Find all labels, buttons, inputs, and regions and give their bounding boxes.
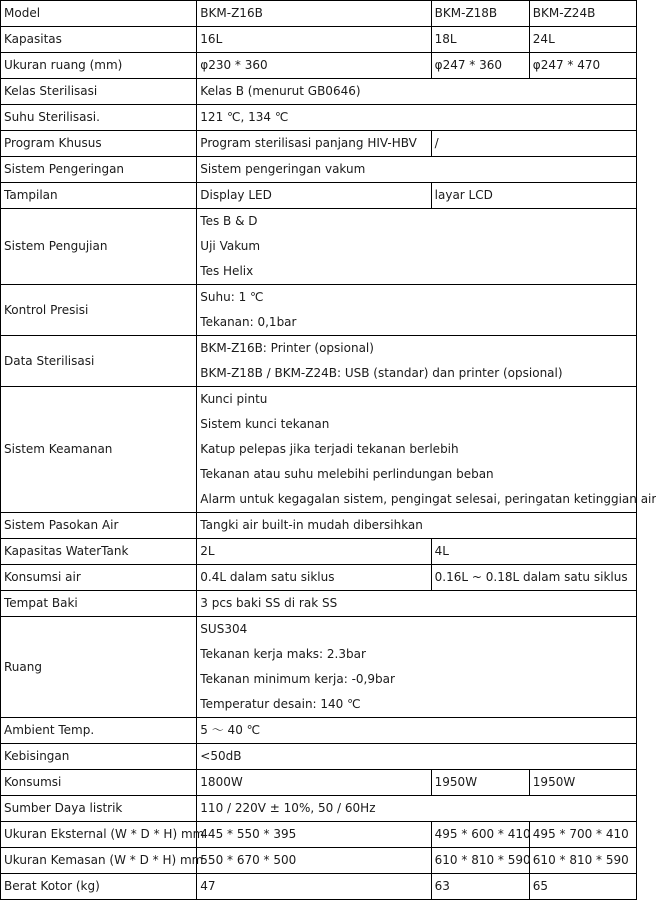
cell-line: Katup pelepas jika terjadi tekanan berlebih bbox=[200, 442, 459, 456]
table-row bbox=[1, 770, 637, 796]
row-label: Kapasitas WaterTank bbox=[1, 539, 197, 565]
row-label: Ambient Temp. bbox=[1, 718, 197, 744]
table-row bbox=[1, 848, 637, 874]
row-label: Ukuran Eksternal (W * D * H) mm bbox=[1, 822, 197, 848]
table-row bbox=[1, 565, 637, 591]
cell-model-2-3: layar LCD bbox=[431, 183, 636, 209]
cell-model-2: BKM-Z18B bbox=[431, 1, 529, 27]
cell-line: Tekanan atau suhu melebihi perlindungan beban bbox=[200, 467, 494, 481]
table-row bbox=[1, 27, 637, 53]
cell-model-3: 1950W bbox=[529, 770, 636, 796]
row-label: Berat Kotor (kg) bbox=[1, 874, 197, 900]
cell-value-full: 3 pcs baki SS di rak SS bbox=[197, 591, 637, 617]
row-label: Kelas Sterilisasi bbox=[1, 79, 197, 105]
cell-model-1: 2L bbox=[197, 539, 431, 565]
cell-model-1: φ230 * 360 bbox=[197, 53, 431, 79]
row-label: Kebisingan bbox=[1, 744, 197, 770]
cell-value-multiline bbox=[197, 617, 637, 718]
table-row bbox=[1, 105, 637, 131]
table-row bbox=[1, 131, 637, 157]
cell-line: Alarm untuk kegagalan sistem, pengingat selesai, peringatan ketinggian air bbox=[200, 492, 656, 506]
cell-value-multiline bbox=[197, 285, 637, 336]
table-row bbox=[1, 209, 637, 285]
row-label: Data Sterilisasi bbox=[1, 336, 197, 387]
cell-value-full: 5 ～ 40 ℃ bbox=[197, 718, 637, 744]
cell-model-3: 495 * 700 * 410 bbox=[529, 822, 636, 848]
cell-model-1: 1800W bbox=[197, 770, 431, 796]
cell-value-full: <50dB bbox=[197, 744, 637, 770]
cell-line: Tes Helix bbox=[200, 264, 254, 278]
cell-model-2-3: 4L bbox=[431, 539, 636, 565]
row-label: Ruang bbox=[1, 617, 197, 718]
row-label: Tempat Baki bbox=[1, 591, 197, 617]
cell-model-1: 16L bbox=[197, 27, 431, 53]
cell-line: BKM-Z16B: Printer (opsional) bbox=[200, 341, 374, 355]
row-label: Konsumsi bbox=[1, 770, 197, 796]
table-row bbox=[1, 157, 637, 183]
cell-model-2: 1950W bbox=[431, 770, 529, 796]
cell-line: Tes B & D bbox=[200, 214, 258, 228]
cell-model-2: 495 * 600 * 410 bbox=[431, 822, 529, 848]
cell-model-3: 24L bbox=[529, 27, 636, 53]
table-row bbox=[1, 822, 637, 848]
cell-line: SUS304 bbox=[200, 622, 248, 636]
cell-value-full: 121 ℃, 134 ℃ bbox=[197, 105, 637, 131]
row-label: Sistem Pasokan Air bbox=[1, 513, 197, 539]
row-label: Kontrol Presisi bbox=[1, 285, 197, 336]
cell-line: Tekanan: 0,1bar bbox=[200, 315, 297, 329]
row-label: Tampilan bbox=[1, 183, 197, 209]
spec-table-body bbox=[1, 1, 656, 900]
cell-model-2: φ247 * 360 bbox=[431, 53, 529, 79]
row-label: Sistem Pengeringan bbox=[1, 157, 197, 183]
cell-value-multiline bbox=[197, 209, 637, 285]
cell-model-1: 47 bbox=[197, 874, 431, 900]
cell-model-2: 63 bbox=[431, 874, 529, 900]
cell-value-full: Sistem pengeringan vakum bbox=[197, 157, 637, 183]
cell-model-2: 610 * 810 * 590 bbox=[431, 848, 529, 874]
cell-model-1: Display LED bbox=[197, 183, 431, 209]
table-row bbox=[1, 1, 637, 27]
cell-line: Kunci pintu bbox=[200, 392, 268, 406]
cell-line: Tekanan minimum kerja: -0,9bar bbox=[200, 672, 395, 686]
cell-model-2-3: 0.16L ~ 0.18L dalam satu siklus bbox=[431, 565, 636, 591]
table-row bbox=[1, 53, 637, 79]
cell-model-3: 610 * 810 * 590 bbox=[529, 848, 636, 874]
cell-model-1: 0.4L dalam satu siklus bbox=[197, 565, 431, 591]
cell-model-1: 445 * 550 * 395 bbox=[197, 822, 431, 848]
cell-line: Sistem kunci tekanan bbox=[200, 417, 330, 431]
row-label: Konsumsi air bbox=[1, 565, 197, 591]
cell-model-3: BKM-Z24B bbox=[529, 1, 636, 27]
table-row bbox=[1, 617, 637, 718]
row-label: Ukuran ruang (mm) bbox=[1, 53, 197, 79]
cell-model-1: 550 * 670 * 500 bbox=[197, 848, 431, 874]
cell-value-full: Tangki air built-in mudah dibersihkan bbox=[197, 513, 637, 539]
row-label: Kapasitas bbox=[1, 27, 197, 53]
table-row bbox=[1, 285, 637, 336]
cell-model-3: 65 bbox=[529, 874, 636, 900]
cell-value-multiline bbox=[197, 387, 656, 513]
cell-model-3: φ247 * 470 bbox=[529, 53, 636, 79]
row-label: Model bbox=[1, 1, 197, 27]
cell-model-1: Program sterilisasi panjang HIV-HBV bbox=[197, 131, 431, 157]
cell-line: Suhu: 1 ℃ bbox=[200, 290, 264, 304]
row-label: Sistem Keamanan bbox=[1, 387, 197, 513]
cell-value-full: Kelas B (menurut GB0646) bbox=[197, 79, 637, 105]
row-label: Ukuran Kemasan (W * D * H) mm bbox=[1, 848, 197, 874]
cell-line: Uji Vakum bbox=[200, 239, 261, 253]
table-row bbox=[1, 183, 637, 209]
row-label: Program Khusus bbox=[1, 131, 197, 157]
cell-line: Tekanan kerja maks: 2.3bar bbox=[200, 647, 366, 661]
table-row bbox=[1, 539, 637, 565]
row-label: Sumber Daya listrik bbox=[1, 796, 197, 822]
table-row bbox=[1, 79, 637, 105]
cell-line: Temperatur desain: 140 ℃ bbox=[200, 697, 361, 711]
cell-line: BKM-Z18B / BKM-Z24B: USB (standar) dan printer (opsional) bbox=[200, 366, 563, 380]
cell-model-1: BKM-Z16B bbox=[197, 1, 431, 27]
table-row bbox=[1, 796, 637, 822]
table-row bbox=[1, 718, 637, 744]
cell-value-multiline bbox=[197, 336, 637, 387]
cell-value-full: 110 / 220V ± 10%, 50 / 60Hz bbox=[197, 796, 637, 822]
table-row bbox=[1, 744, 637, 770]
cell-model-2-3: / bbox=[431, 131, 636, 157]
table-row bbox=[1, 874, 637, 900]
table-row bbox=[1, 513, 637, 539]
table-row bbox=[1, 387, 637, 513]
cell-model-2: 18L bbox=[431, 27, 529, 53]
table-row bbox=[1, 591, 637, 617]
row-label: Sistem Pengujian bbox=[1, 209, 197, 285]
table-row bbox=[1, 336, 637, 387]
row-label: Suhu Sterilisasi. bbox=[1, 105, 197, 131]
